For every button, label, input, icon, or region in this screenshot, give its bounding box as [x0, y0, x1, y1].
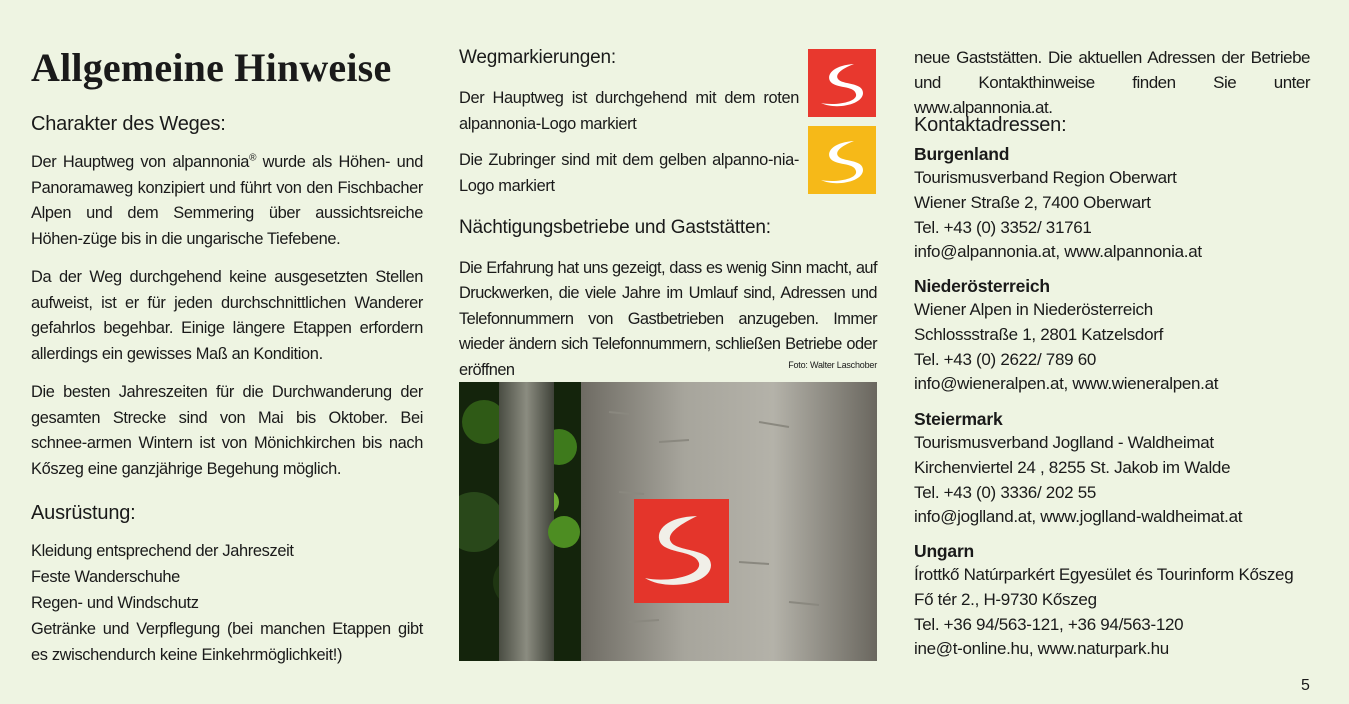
charakter-paragraph-3: Die besten Jahreszeiten für die Durchwanderung der gesamten Strecke sind von Mai bis Oktober. Bei schnee-armen Wintern ist von Mönichkirchen bis nach Kőszeg eine ganzjährige Begehung möglich. — [31, 383, 423, 478]
wegmark-feeder-text: Die Zubringer sind mit dem gelben alpanno-nia-Logo markiert — [459, 151, 799, 195]
registered-mark: ® — [249, 152, 257, 164]
naechtigung-paragraph: Die Erfahrung hat uns gezeigt, dass es wenig Sinn macht, auf Druckwerken, die viele Jahre im Umlauf sind, Adressen und Telefonnummern von Gastbetrieben anzugeben. Immer wieder ändern sich Telefonnummern, schließen Betriebe oder eröffnen — [459, 259, 877, 379]
phone-line: Tel. +43 (0) 2622/ 789 60 — [914, 349, 1096, 369]
continued-paragraph: neue Gaststätten. Die aktuellen Adressen der Betriebe und Kontakthinweise finden Sie unter www.alpannonia.at. — [914, 48, 1310, 117]
phone-line: Tel. +36 94/563-121, +36 94/563-120 — [914, 614, 1184, 634]
charakter-heading: Charakter des Weges: — [31, 113, 226, 135]
tree-trail-marker-photo — [459, 382, 877, 661]
wegmark-main-text: Der Hauptweg ist durchgehend mit dem roten alpannonia-Logo markiert — [459, 89, 799, 133]
email-web-line: info@alpannonia.at, www.alpannonia.at — [914, 242, 1202, 262]
region-steiermark — [914, 407, 1314, 539]
ausruestung-heading: Ausrüstung: — [31, 502, 136, 524]
email-web-line: info@wieneralpen.at, www.wieneralpen.at — [914, 374, 1219, 394]
charakter-paragraph-2: Da der Weg durchgehend keine ausgesetzten Stellen aufweist, ist er für jeden durchschnittlichen Wanderer gefahrlos begehbar. Einige längere Etappen erfordern allerdings ein gewisses Maß an Kondition. — [31, 268, 423, 363]
address-line: Tourismusverband Region Oberwart — [914, 168, 1177, 187]
region-address — [914, 431, 1314, 530]
address-line: Írottkő Natúrparkért Egyesület és Tourinform Kőszeg — [914, 565, 1294, 584]
region-address — [914, 563, 1314, 662]
address-line: Wiener Alpen in Niederösterreich — [914, 300, 1153, 319]
region-address — [914, 166, 1314, 265]
yellow-alpannonia-logo-icon — [808, 126, 876, 194]
region-name: Ungarn — [914, 541, 975, 561]
list-item: Getränke und Verpflegung (bei manchen Etappen gibt es zwischendurch keine Einkehrmöglichkeit!) — [31, 620, 423, 664]
page-title: Allgemeine Hinweise — [31, 45, 392, 90]
phone-line: Tel. +43 (0) 3352/ 31761 — [914, 217, 1092, 237]
address-line: Wiener Straße 2, 7400 Oberwart — [914, 192, 1151, 212]
phone-line: Tel. +43 (0) 3336/ 202 55 — [914, 482, 1096, 502]
region-niederoesterreich — [914, 274, 1314, 407]
list-item: Regen- und Windschutz — [31, 594, 199, 612]
photo-credit: Foto: Walter Laschober — [788, 360, 877, 370]
wegmarkierungen-heading: Wegmarkierungen: — [459, 47, 616, 68]
red-alpannonia-logo-icon — [808, 49, 876, 117]
region-name: Burgenland — [914, 144, 1010, 164]
region-ungarn — [914, 539, 1314, 662]
kontakt-heading: Kontaktadressen: — [914, 114, 1067, 136]
ausruestung-list — [31, 538, 423, 668]
address-line: Tourismusverband Joglland - Waldheimat — [914, 433, 1214, 452]
page-number: 5 — [1301, 677, 1310, 694]
address-line: Schlossstraße 1, 2801 Katzelsdorf — [914, 324, 1164, 344]
region-name: Steiermark — [914, 409, 1003, 429]
email-web-line: info@joglland.at, www.joglland-waldheimat.at — [914, 507, 1243, 527]
list-item: Kleidung entsprechend der Jahreszeit — [31, 542, 294, 560]
email-web-line: ine@t-online.hu, www.naturpark.hu — [914, 639, 1169, 659]
address-line: Fő tér 2., H-9730 Kőszeg — [914, 589, 1097, 609]
list-item: Feste Wanderschuhe — [31, 568, 180, 586]
address-line: Kirchenviertel 24 , 8255 St. Jakob im Walde — [914, 457, 1231, 477]
naechtigung-heading: Nächtigungsbetriebe und Gaststätten: — [459, 217, 771, 238]
contact-list — [914, 142, 1314, 662]
region-address — [914, 298, 1314, 397]
charakter-paragraph-1: Der Hauptweg von alpannonia® wurde als Höhen- und Panoramaweg konzipiert und führt von den Fischbacher Alpen und dem Semmering über aussichtsreiche Höhen-züge bis in die ungarische Tiefebene. — [31, 152, 423, 248]
region-burgenland — [914, 142, 1314, 274]
region-name: Niederösterreich — [914, 276, 1050, 296]
